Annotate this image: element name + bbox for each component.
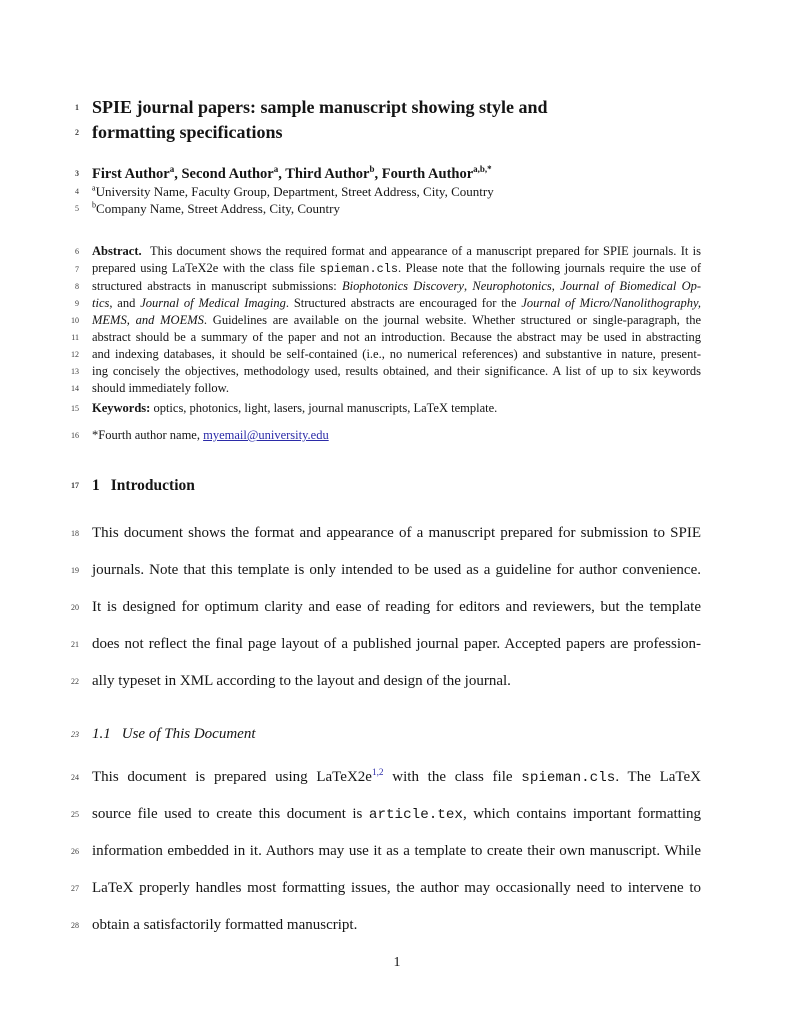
title-line: [75, 120, 701, 145]
body-text: obtain a satisfactorily formatted manuscript.: [92, 917, 358, 933]
line-number: 16: [71, 431, 79, 440]
line-number: 10: [71, 316, 79, 325]
body-text: does not reflect the final page layout of a published journal paper. Accepted papers are profession-: [92, 636, 701, 652]
line-number: 20: [71, 603, 79, 612]
abstract: [71, 243, 702, 397]
affiliation-text: $^b$Company Name, Street Address, City, Country: [92, 200, 340, 216]
line-number: 9: [75, 299, 79, 308]
keywords-text: Keywords: optics, photonics, light, lasers, journal manuscripts, LaTeX template.: [92, 401, 498, 415]
line-number: 28: [71, 921, 79, 930]
authors-line: [75, 164, 701, 183]
line-number: 3: [75, 169, 79, 178]
body-line: [71, 589, 701, 626]
line-number: 7: [75, 264, 79, 274]
abstract-line: [71, 312, 701, 329]
abstract-text: should immediately follow.: [92, 381, 230, 395]
paper-title: [75, 95, 701, 145]
body-text: source file used to create this document is article.tex, which contains important formatting: [92, 806, 701, 823]
abstract-line: [71, 380, 701, 397]
line-number: 27: [71, 884, 79, 893]
abstract-text: structured abstracts in manuscript submissions: Biophotonics Discovery, Neurophotonics, Journal of Biomedical Op-: [92, 279, 702, 293]
body-line: [71, 759, 701, 796]
title-text: formatting specifications: [92, 122, 283, 142]
abstract-text: MEMS, and MOEMS. Guidelines are available on the journal website. Whether structured or single-paragraph, the: [92, 313, 701, 327]
body-text: journals. Note that this template is only intended to be used as a guideline for author convenience.: [92, 562, 701, 578]
introduction-paragraph: [71, 515, 701, 700]
title-line: [75, 95, 701, 120]
line-number: 6: [75, 247, 79, 256]
affiliation-line: [75, 200, 701, 217]
body-text: It is designed for optimum clarity and ease of reading for editors and reviewers, but the template: [92, 599, 701, 615]
abstract-line: [71, 329, 701, 346]
line-number: 4: [75, 187, 79, 196]
line-number: 11: [71, 333, 79, 342]
body-line: [71, 833, 701, 870]
line-number: 19: [71, 566, 79, 575]
body-line: [71, 552, 701, 589]
abstract-line: [75, 243, 701, 260]
body-text: information embedded in it. Authors may use it as a template to create their own manuscript. While: [92, 843, 701, 859]
author-block: [75, 164, 701, 217]
subsection-heading-text: 1.1 Use of This Document: [92, 726, 256, 742]
citation-link[interactable]: 1,2: [371, 768, 384, 778]
abstract-line: [75, 295, 701, 312]
use-of-document-paragraph: [71, 759, 701, 944]
abstract-text: Abstract. This document shows the required format and appearance of a manuscript prepared for SPIE journals. It is: [92, 244, 701, 258]
section-heading-introduction: [71, 476, 701, 496]
body-line: [71, 907, 701, 944]
manuscript-page: [71, 0, 702, 973]
body-line: [71, 626, 701, 663]
abstract-text: and indexing databases, it should be self-contained (i.e., no numerical references) and substantive in nature, present-: [92, 347, 701, 361]
line-number: 2: [75, 128, 79, 137]
line-number: 14: [71, 384, 79, 393]
abstract-text: tics, and Journal of Medical Imaging. Structured abstracts are encouraged for the Journal of Micro/Nanolithography,: [92, 296, 701, 310]
subsection-heading-use-of-this-document: [71, 716, 701, 753]
line-number: 12: [71, 350, 79, 359]
abstract-line: [75, 260, 701, 278]
affiliation-line: [75, 183, 701, 200]
correspondence-line: [71, 427, 701, 444]
affiliation-text: $^a$University Name, Faculty Group, Department, Street Address, City, Country: [92, 183, 494, 199]
authors-text: First Author$^a$, Second Author$^a$, Third Author$^b$, Fourth Author$^{a,b,*}$: [92, 164, 492, 182]
line-number: 21: [71, 640, 79, 649]
body-text: This document shows the format and appearance of a manuscript prepared for submission to SPIE: [92, 525, 701, 541]
section-heading-text: 1 Introduction: [92, 477, 195, 494]
email-link[interactable]: myemail@university.edu: [203, 428, 329, 442]
abstract-line: [75, 278, 702, 295]
line-number: 15: [71, 404, 79, 413]
keywords-line: [71, 400, 701, 417]
line-number: 25: [71, 810, 79, 819]
body-text: This document is prepared using $LaTeX2e^{1,2}$ with the class file spieman.cls. The LaTeX: [92, 768, 701, 786]
line-number: 22: [71, 677, 79, 686]
line-number: 17: [71, 481, 79, 490]
page-number: 1: [393, 955, 401, 970]
abstract-text: prepared using LaTeX2e with the class file spieman.cls. Please note that the following journals require the use of: [92, 261, 701, 276]
correspondence-text: *Fourth author name, myemail@university.edu: [92, 428, 329, 442]
line-number: 5: [75, 204, 79, 213]
abstract-line: [71, 363, 701, 380]
title-text: SPIE journal papers: sample manuscript showing style and: [92, 97, 548, 117]
line-number: 24: [71, 773, 79, 782]
abstract-text: abstract should be a summary of the paper and not an introduction. Because the abstract may be used in abstracting: [92, 330, 701, 344]
body-line: [71, 515, 701, 552]
line-number: 23: [71, 730, 79, 739]
line-number: 13: [71, 367, 79, 376]
line-number: 8: [75, 282, 79, 291]
body-line: [71, 870, 701, 907]
line-number: 18: [71, 529, 79, 538]
line-number: 26: [71, 847, 79, 856]
body-text: LaTeX properly handles most formatting issues, the author may occasionally need to intervene to: [92, 880, 701, 896]
body-line: [71, 663, 701, 700]
abstract-line: [71, 346, 701, 363]
body-line: [71, 796, 701, 833]
abstract-text: ing concisely the objectives, methodology used, results obtained, and their significance. A list of up to six keywords: [92, 364, 701, 378]
body-text: ally typeset in XML according to the layout and design of the journal.: [92, 673, 511, 689]
line-number: 1: [75, 103, 79, 112]
